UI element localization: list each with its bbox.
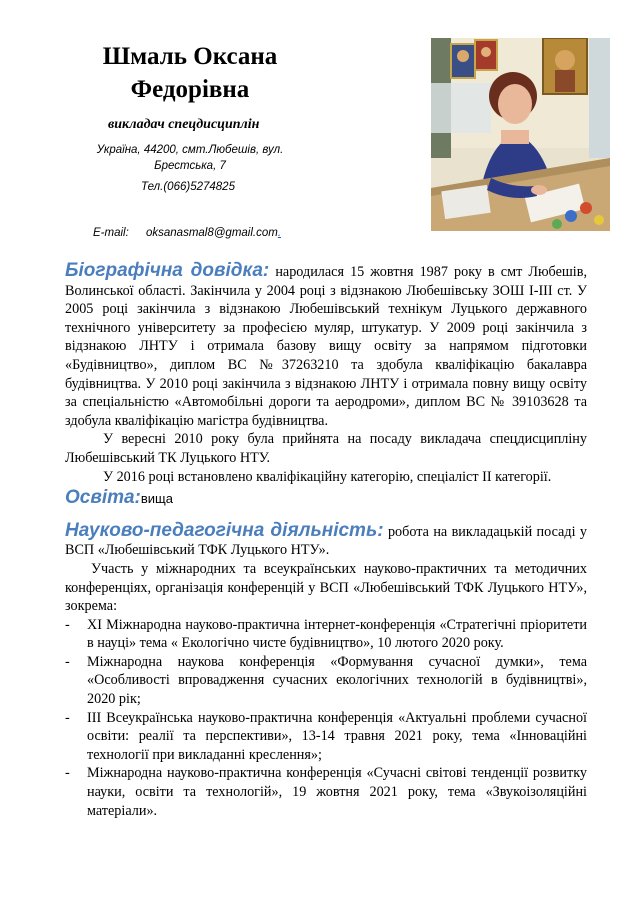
participation-paragraph: Участь у міжнародних та всеукраїнських науково-практичних та методичних конференціях, організація конференцій у ВСП «Любешівський ТФК Луцького НТУ», зокрема: bbox=[65, 560, 587, 615]
conference-text: ХІ Міжнародна науково-практична інтернет-конференція «Стратегічні пріоритети в науці» тема « Екологічно чисте будівництво», 10 лютого 2020 року. bbox=[87, 616, 587, 652]
list-item bbox=[65, 616, 587, 653]
portrait-photo-image bbox=[431, 38, 610, 231]
science-paragraph bbox=[65, 519, 587, 560]
list-dash: - bbox=[65, 653, 70, 670]
email-line bbox=[93, 227, 281, 239]
conference-list bbox=[65, 616, 587, 821]
resume-header bbox=[0, 0, 638, 245]
phone-number: Тел.(066)5274825 bbox=[141, 181, 235, 193]
education-heading: Освіта: bbox=[65, 487, 141, 509]
science-text: робота на викладацькій посаді у ВСП «Любешівський ТФК Луцького НТУ». bbox=[65, 523, 587, 559]
bio-paragraph bbox=[65, 262, 587, 430]
bio-heading: Біографічна довідка: bbox=[65, 260, 270, 281]
list-dash: - bbox=[65, 765, 70, 782]
education-value: вища bbox=[140, 491, 173, 507]
portrait-photo bbox=[431, 38, 610, 231]
name-line-2: Федорівна bbox=[130, 76, 250, 103]
list-item bbox=[65, 709, 587, 765]
conference-text: ІІІ Всеукраїнська науково-практична конференція «Актуальні проблеми сучасної освіти: реалії та перспективи», 13-14 травня 2021 року, тема «Інноваційні технології при викладанні креслення»; bbox=[87, 709, 587, 763]
name-line-1: Шмаль Оксана bbox=[102, 43, 278, 70]
education-line bbox=[65, 489, 587, 509]
science-heading: Науково-педагогічна діяльність: bbox=[65, 519, 384, 541]
full-name bbox=[60, 40, 320, 106]
job-position: викладач спецдисциплін bbox=[108, 117, 260, 132]
postal-address: Україна, 44200, смт.Любешів, вул. Брестська, 7 bbox=[96, 144, 284, 172]
list-dash: - bbox=[65, 709, 70, 726]
bio-paragraph-2: У вересні 2010 року була прийнята на посаду викладача спецдисципліну Любешівський ТК Луцького НТУ. bbox=[65, 431, 587, 466]
conference-text: Міжнародна наукова конференція «Формування сучасної думки», тема «Особливості впровадження сучасних екологічних технологій в будівництві», 2020 рік; bbox=[87, 653, 587, 708]
email-link[interactable]: oksanasmal8@gmail.com bbox=[145, 227, 278, 239]
email-label: E-mail: bbox=[93, 227, 129, 239]
list-item bbox=[65, 764, 587, 820]
bio-paragraph-3: У 2016 році встановлено кваліфікаційну категорію, спеціаліст ІІ категорії. bbox=[103, 468, 552, 485]
resume-body bbox=[65, 262, 587, 820]
email-link-trailer[interactable]: . bbox=[277, 227, 282, 239]
list-dash: - bbox=[65, 616, 70, 633]
bio-text: народилася 15 жовтня 1987 року в смт Любешів, Волинської області. Закінчила у 2004 році з відзнакою Любешівську ЗОШ І-ІІІ ст. У 2005 році закінчила з відзнакою Любешівський технікум Луцького державного технічного університету за професією муляр, штукатур. У 2009 році закінчила з відзнакою ЛНТУ і отримала базову вищу освіту за напрямом підготовки «Будівництво», диплом ВС №37263210 та здобула кваліфікацію бакалавра будівництва. У 2010 році закінчила з відзнакою ЛНТУ і отримала повну вищу освіту за спеціальністю «Автомобільні дороги та аеродроми», диплом ВС № 39103628 та здобула кваліфікацію магістра будівництва. bbox=[65, 264, 587, 429]
list-item bbox=[65, 653, 587, 709]
conference-text: Міжнародна науково-практична конференція «Сучасні світові тенденції розвитку науки, освіти та технологій», 19 жовтня 2021 року, тема «Звукоізоляційні матеріали». bbox=[87, 765, 587, 819]
